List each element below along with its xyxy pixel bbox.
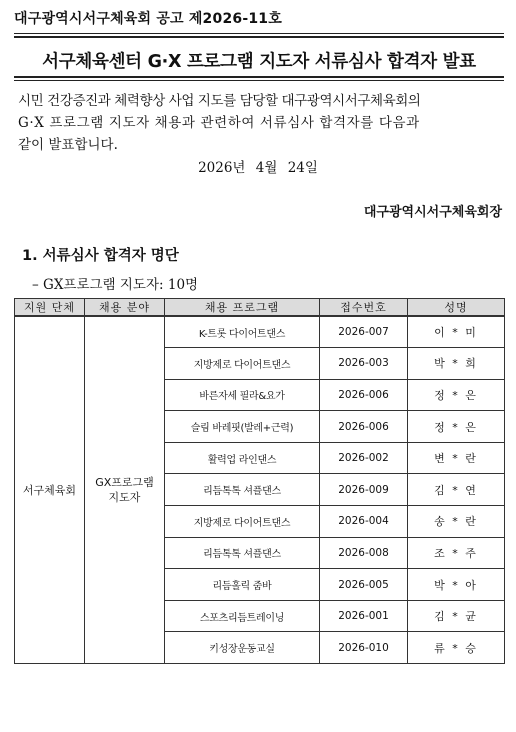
body-line-1: 시민 건강증진과 체력향상 사업 지도를 담당할 대구광역시서구체육회의: [18, 93, 421, 109]
program-cell: 키성장운동교실: [165, 632, 320, 664]
number-cell: 2026-008: [320, 537, 408, 569]
number-cell: 2026-001: [320, 600, 408, 632]
name-cell: 정 * 은: [408, 379, 505, 411]
number-cell: 2026-010: [320, 632, 408, 664]
bottom-rule-thick: [14, 76, 504, 78]
name-cell: 김 * 균: [408, 600, 505, 632]
table-body: [15, 316, 505, 664]
header-field: 채용 분야: [85, 299, 165, 317]
program-cell: 지방제로 다이어트댄스: [165, 506, 320, 538]
program-cell: 리듬홀릭 줌바: [165, 569, 320, 601]
body-line-3: 같이 발표합니다.: [18, 137, 118, 153]
section-heading: 1. 서류심사 합격자 명단: [22, 248, 179, 264]
program-cell: 지방제로 다이어트댄스: [165, 348, 320, 380]
announcement-date: 2026년 4월 24일: [198, 160, 318, 176]
header-group: 지원 단체: [15, 299, 85, 317]
number-cell: 2026-003: [320, 348, 408, 380]
section-subheading: – GX프로그램 지도자: 10명: [32, 277, 199, 293]
name-cell: 박 * 희: [408, 348, 505, 380]
table-header-row: [15, 299, 505, 317]
name-cell: 송 * 란: [408, 506, 505, 538]
bottom-rule-thin: [14, 80, 504, 81]
program-cell: 바른자세 필라&요가: [165, 379, 320, 411]
body-line-2: G·X 프로그램 지도자 채용과 관련하여 서류심사 합격자를 다음과: [18, 115, 420, 131]
top-rule-thin: [14, 33, 504, 34]
group-cell: 서구체육회: [15, 316, 85, 664]
program-cell: 스포츠리듬트레이닝: [165, 600, 320, 632]
program-cell: 리듬톡톡 셔플댄스: [165, 537, 320, 569]
program-cell: 슬림 바레핏(발레+근력): [165, 411, 320, 443]
program-cell: 리듬톡톡 셔플댄스: [165, 474, 320, 506]
number-cell: 2026-009: [320, 474, 408, 506]
announcement-body: [18, 90, 504, 156]
name-cell: 조 * 주: [408, 537, 505, 569]
name-cell: 류 * 승: [408, 632, 505, 664]
header-program: 채용 프로그램: [165, 299, 320, 317]
number-cell: 2026-004: [320, 506, 408, 538]
program-cell: K-트롯 다이어트댄스: [165, 316, 320, 348]
header-name: 성명: [408, 299, 505, 317]
program-cell: 활력업 라인댄스: [165, 442, 320, 474]
issuing-organization: 대구광역시서구체육회장: [363, 205, 502, 220]
name-cell: 변 * 란: [408, 442, 505, 474]
results-table: [14, 298, 505, 664]
name-cell: 정 * 은: [408, 411, 505, 443]
number-cell: 2026-007: [320, 316, 408, 348]
field-cell: GX프로그램 지도자: [85, 316, 165, 664]
page-title: 서구체육센터 G·X 프로그램 지도자 서류심사 합격자 발표: [42, 52, 476, 72]
number-cell: 2026-006: [320, 411, 408, 443]
number-cell: 2026-002: [320, 442, 408, 474]
header-number: 접수번호: [320, 299, 408, 317]
number-cell: 2026-005: [320, 569, 408, 601]
name-cell: 김 * 연: [408, 474, 505, 506]
number-cell: 2026-006: [320, 379, 408, 411]
name-cell: 박 * 아: [408, 569, 505, 601]
table-row: [15, 316, 505, 348]
name-cell: 이 * 미: [408, 316, 505, 348]
top-rule-thick: [14, 36, 504, 38]
notice-number: 대구광역시서구체육회 공고 제2026-11호: [14, 11, 282, 27]
